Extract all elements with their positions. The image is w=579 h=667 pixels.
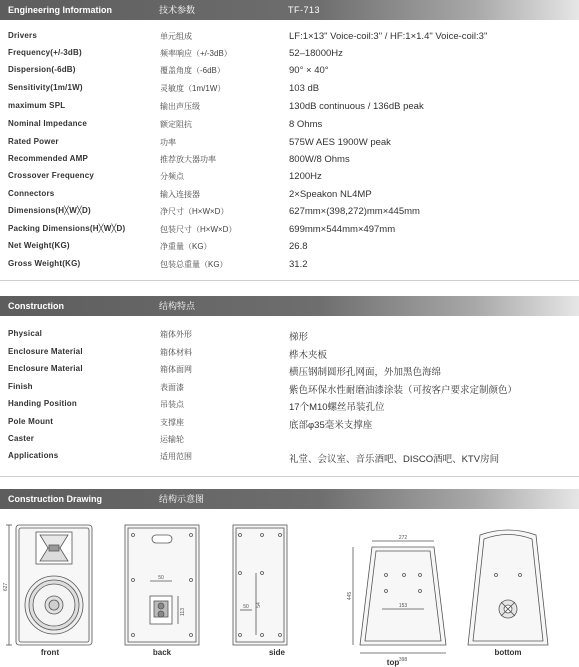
feature-label-cn: 表面漆	[160, 383, 184, 392]
spec-label-en: Dispersion(-6dB)	[8, 65, 76, 74]
feature-label-en: Pole Mount	[8, 417, 54, 426]
spec-value: 2×Speakon NL4MP	[289, 189, 372, 200]
spec-value: 52–18000Hz	[289, 48, 343, 59]
construction-header-cn: 结构特点	[159, 301, 196, 311]
spec-label-en: Connectors	[8, 189, 55, 198]
label-front: front	[40, 648, 60, 657]
top-depth-dim: 445	[347, 591, 353, 601]
feature-value: 礼堂、会议室、音乐酒吧、DISCO酒吧、KTV房间	[289, 454, 500, 465]
engineering-header-cn: 技术参数	[159, 5, 196, 15]
label-back: back	[152, 648, 172, 657]
top-b-dim: 398	[398, 657, 408, 663]
drawing-canvas	[0, 515, 579, 667]
spec-label-en: maximum SPL	[8, 101, 66, 110]
label-side: side	[268, 648, 286, 657]
model-name: TF-713	[288, 5, 321, 15]
spec-label-en: Crossover Frequency	[8, 171, 95, 180]
feature-label-cn: 箱体外形	[160, 330, 192, 339]
spec-value: 627mm×(398,272)mm×445mm	[289, 206, 420, 217]
spec-label-cn: 净重量（KG）	[160, 242, 212, 251]
spec-label-cn: 输出声压级	[160, 102, 200, 111]
top-a-dim: 153	[398, 603, 408, 609]
side-depth-dim: 54	[256, 602, 262, 608]
label-top: top	[386, 658, 400, 667]
feature-label-cn: 适用范围	[160, 452, 192, 461]
feature-label-en: Enclosure Material	[8, 347, 83, 356]
spec-value: 130dB continuous / 136dB peak	[289, 101, 424, 112]
spec-label-en: Gross Weight(KG)	[8, 259, 81, 268]
construction-header-en: Construction	[8, 301, 64, 311]
feature-label-en: Enclosure Material	[8, 364, 83, 373]
feature-value: 桦木夹板	[289, 350, 328, 361]
spec-value: 31.2	[289, 259, 308, 270]
spec-label-cn: 额定阻抗	[160, 120, 192, 129]
feature-label-en: Applications	[8, 451, 59, 460]
side-view	[233, 525, 287, 645]
spec-label-en: Frequency(+/-3dB)	[8, 48, 82, 57]
spec-label-en: Dimensions(H╳W╳D)	[8, 206, 91, 215]
feature-label-cn: 支撑座	[160, 418, 184, 427]
engineering-header-bar	[0, 0, 579, 20]
label-bottom: bottom	[494, 648, 522, 657]
spec-label-cn: 包装总重量（KG）	[160, 260, 228, 269]
spec-label-cn: 频率响应（+/-3dB）	[160, 49, 232, 58]
spec-value: 1200Hz	[289, 171, 322, 182]
spec-value: 8 Ohms	[289, 119, 323, 130]
feature-label-cn: 箱体材料	[160, 348, 192, 357]
feature-value: 梯形	[289, 332, 309, 343]
spec-value: 26.8	[289, 241, 308, 252]
spec-label-en: Packing Dimensions(H╳W╳D)	[8, 224, 126, 233]
section-divider	[0, 280, 579, 281]
spec-label-en: Recommended AMP	[8, 154, 89, 163]
spec-label-en: Net Weight(KG)	[8, 241, 70, 250]
spec-label-cn: 覆盖角度（-6dB）	[160, 66, 225, 75]
construction-header-bar	[0, 296, 579, 316]
spec-label-cn: 包装尺寸（H×W×D）	[160, 225, 237, 234]
top-width-dim: 272	[398, 535, 408, 541]
feature-label-cn: 吊装点	[160, 400, 184, 409]
spec-label-en: Rated Power	[8, 137, 59, 146]
construction-drawings	[0, 515, 579, 667]
drawing-header-en: Construction Drawing	[8, 494, 102, 504]
engineering-header-en: Engineering Information	[8, 5, 113, 15]
feature-value: 17个M10螺丝吊装孔位	[289, 402, 385, 413]
feature-label-en: Physical	[8, 329, 43, 338]
spec-label-cn: 分频点	[160, 172, 184, 181]
spec-value: 575W AES 1900W peak	[289, 137, 391, 148]
spec-label-en: Drivers	[8, 31, 37, 40]
feature-label-cn: 运输轮	[160, 435, 184, 444]
spec-label-en: Sensitivity(1m/1W)	[8, 83, 83, 92]
spec-value: 800W/8 Ohms	[289, 154, 350, 165]
spec-label-cn: 灵敏度（1m/1W）	[160, 84, 226, 93]
spec-value: 90° × 40°	[289, 65, 329, 76]
feature-label-en: Handing Position	[8, 399, 77, 408]
spec-label-en: Nominal Impedance	[8, 119, 87, 128]
feature-value: 底部φ35毫米支撑座	[289, 420, 373, 431]
back-view	[125, 525, 199, 645]
back-dim-b: 113	[180, 608, 186, 616]
spec-label-cn: 推荐放大器功率	[160, 155, 216, 164]
spec-value: 103 dB	[289, 83, 320, 94]
feature-label-cn: 箱体面网	[160, 365, 192, 374]
side-small-dim: 50	[243, 604, 249, 610]
spec-label-cn: 功率	[160, 138, 176, 147]
spec-label-cn: 输入连接器	[160, 190, 200, 199]
drawing-header-bar	[0, 489, 579, 509]
front-view	[6, 525, 92, 645]
section-divider	[0, 476, 579, 477]
top-view	[353, 541, 446, 653]
feature-label-en: Caster	[8, 434, 35, 443]
feature-label-en: Finish	[8, 382, 33, 391]
feature-value: 紫色环保水性耐磨油漆涂装（可按客户要求定制颜色）	[289, 385, 518, 396]
spec-label-cn: 单元组成	[160, 32, 192, 41]
feature-value: 横压钢制圆形孔网面，外加黑色海绵	[289, 367, 442, 378]
front-height-dim: 627	[3, 582, 9, 592]
bottom-view	[468, 530, 548, 645]
spec-value: 699mm×544mm×497mm	[289, 224, 396, 235]
spec-value: LF:1×13" Voice-coil:3" / HF:1×1.4" Voice-coil:3"	[289, 31, 488, 42]
back-dim-a: 50	[158, 575, 164, 581]
spec-label-cn: 净尺寸（H×W×D）	[160, 207, 229, 216]
drawing-header-cn: 结构示意图	[159, 494, 205, 504]
